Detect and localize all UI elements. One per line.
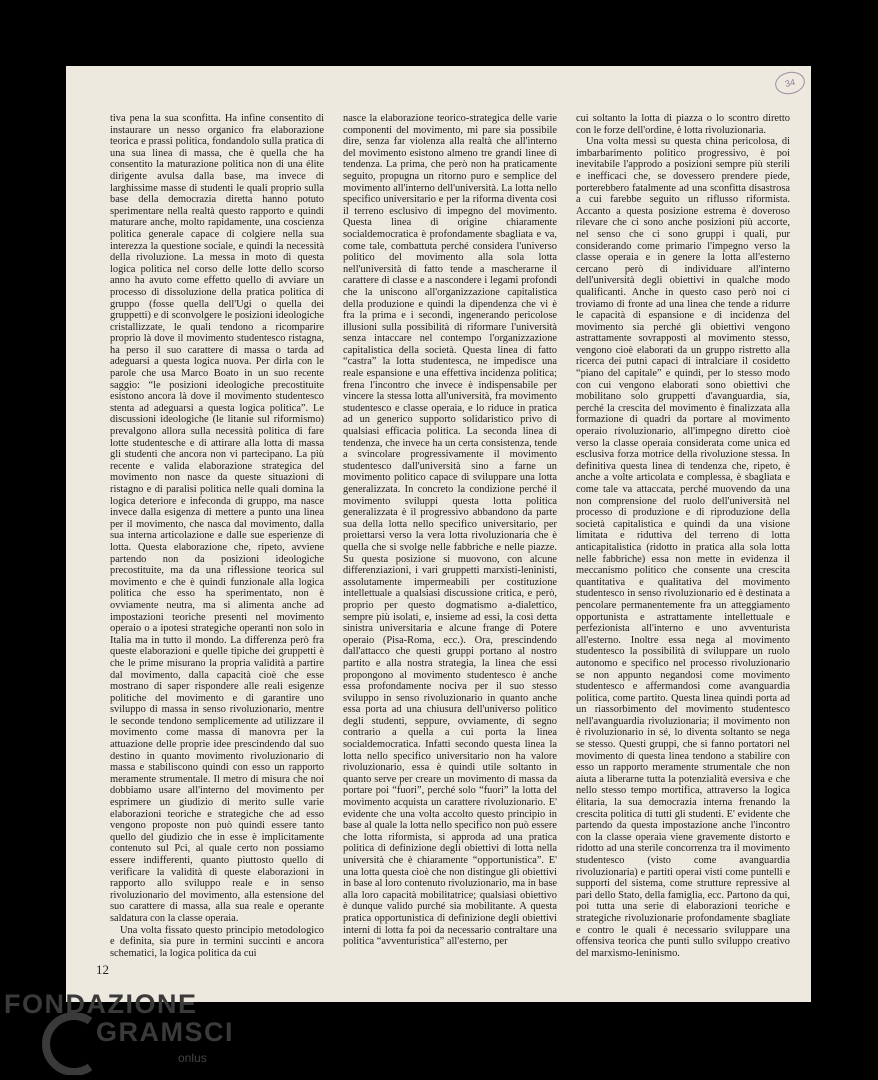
document-page <box>66 66 811 1002</box>
page-number: 12 <box>96 962 109 977</box>
logo-arc-icon <box>30 1013 100 1075</box>
watermark-line-1: FONDAZIONE <box>4 989 198 1019</box>
paragraph: Una volta fissato questo principio metodologico e definita, sia pure in termini succinti e ancora schematici, la logica politica da cui <box>110 924 324 959</box>
text-column-1 <box>110 113 324 963</box>
paragraph: cui soltanto la lotta di piazza o lo scontro diretto con le forze dell'ordine, è lotta rivoluzionaria. <box>576 113 790 136</box>
text-columns <box>110 113 790 963</box>
text-column-2 <box>343 113 557 963</box>
watermark-line-3: onlus <box>178 1051 207 1065</box>
watermark-logo <box>0 985 240 1080</box>
page-mark: 34 <box>773 69 807 97</box>
paragraph: tiva pena la sua sconfitta. Ha infine consentito di instaurare un nesso organico fra elaborazione teorica e prassi politica, fondandolo sulla pratica di una sua linea di massa, che è quella che ha consentito la maturazione politica non di una élite dirigente avulsa dalla base, ma invece di larghissime masse di studenti le quali proprio sulla base della democrazia diretta hanno potuto sperimentare nella realtà questo rapporto e quindi maturare anche, molto rapidamente, una coscienza politica generale capace di colgiere nella sua interezza la questione sociale, e quindi la necessità della rivoluzione. La messa in moto di questa logica politica nel corso delle lotte dello scorso anno ha avuto come effetto quello di avviare un processo di dissoluzione della pratica politica di gruppo (fosse quella dell'Ugi o quella dei gruppetti) e di sconvolgere le posizioni ideologiche cristallizzate, le quali tendono a ricomparire proprio là dove il movimento studentesco ristagna, ha perso il suo carattere di massa o tarda ad adeguarsi a questa logica nuova. Per dirla con le parole che usa Marco Boato in un suo recente saggio: “le posizioni ideologiche precostituite esistono ancora là dove il movimento studentesco stenta ad adeguarsi a questa logica politica”. Le discussioni ideologiche (le litanie sul riformismo) prevalgono allora sulla necessità politica di fare lotte studentesche e di attirare alla lotta di massa gli studenti che ancora non vi partecipano. La più recente e valida elaborazione strategica del movimento non nasce da queste situazioni di ristagno e di paralisi politica nelle quali domina la logica deteriore e infeconda di gruppo, ma nasce invece dalla esigenza di mettere a punto una linea per il movimento, che nasca dal movimento, dalla sua interna articolazione e dalle sue esperienze di lotta. Questa elaborazione che, ripeto, avviene partendo non da posizioni ideologiche precostituite, ma da una riflessione teorica sul movimento e che è quindi funzionale alla logica politica che esso ha sperimentato, non è ovviamente neutra, ma si alimenta anche ad impostazioni teoriche presenti nel movimento operaio o a ipotesi strategiche operanti non solo in Italia ma in tutto il mondo. La differenza però fra queste elaborazioni e quelle tipiche dei gruppetti è che le prime misurano la propria validità a partire dal movimento, dalla capacità cioè che esse mostrano di saper rispondere alle reali esigenze politiche del movimento e di garantire uno sviluppo di massa in senso rivoluzionario, mentre le seconde tendono semplicemente ad utilizzare il movimento come massa di manovra per la attuazione delle proprie idee prescindendo dal suo destino in quanto movimento rivoluzionario di massa e stabiliscono quindi con esso un rapporto meramente strumentale. Il metro di misura che noi dobbiamo usare all'interno del movimento per esprimere un giudizio di merito sulle varie elaborazioni teoriche e strategiche che ad esso vengono proposte non può quindi essere tanto quello del giudizio che in esse è implicitamente contenuto sul Pci, al quale certo non possiamo essere indifferenti, quanto piuttosto quello di verificare la validità di queste elaborazioni in rapporto allo sviluppo reale e in senso rivoluzionario del movimento, alla estensione del suo carattere di massa, alla sua reale e operante saldatura con la classe operaia. <box>110 113 324 924</box>
paragraph: Una volta messi su questa china pericolosa, di imbarbarimento politico progressivo, è poi inevitabile l'approdo a posizioni sempre più sterili e inefficaci che, se dovessero prendere piede, porterebbero fatalmente ad una sconfitta disastrosa a cui farebbe seguito un riflusso riformista. Accanto a questa posizione estrema è doveroso rilevare che ci sono anche posizioni più accorte, nel senso che ci sono gruppi i quali, pur considerando come primario l'impegno verso la classe operaia e in genere la lotta all'esterno cercano però di individuare all'interno dell'università degli obiettivi in qualche modo qualificanti. Anche in questo caso però noi ci troviamo di fronte ad una linea che tende a ridurre le capacità di espansione e di incidenza del movimento sia perché gli obiettivi vengono astrattamente sovrapposti al movimento stesso, vengono cioè elaborati da un gruppo ristretto alla ricerca dei putni capaci di intralciare il cosidetto “piano del capitale” e quindi, per lo stesso modo con cui vengono elaborati sono obiettivi che mobilitano solo gruppetti d'avanguardia, sia, perché la crescita del movimento è finalizzata alla formazione di quadri da portare al movimento operaio rivoluzionario, all'impegno diretto cioè verso la classe operaia considerata come unica ed esclusiva forza motrice della rivoluzione stessa. In definitiva questa linea di tendenza che, ripeto, è anche a volte articolata e complessa, è sbagliata e come tale va attaccata, perché muovendo da una non comprensione del ruolo dell'università nel processo di produzione e di riproduzione della società capitalistica e quindi da una visione limitata e riduttiva del terreno di lotta anticapitalistica (ridotto in pratica alla sola lotta nelle fabbriche) essa non mette in evidenza il meccanismo politico che consente una crescita quantitativa e qualitativa del movimento studentesco in senso rivoluzionario ed è destinata a pencolare permanentemente fra un atteggiamento opportunista e astrattamente intellettuale e perfezionista all'interno e uno avventurista all'esterno. Inoltre essa nega al movimento studentesco la possibilità di sviluppare un ruolo autonomo e specifico nel processo rivoluzionario se non appunto negandosi come movimento studentesco e affermandosi come avanguardia politica, come partito. Questa linea quindi porta ad un riassorbimento del movimento studentesco nell'avanguardia rivoluzionaria; il movimento non è rivoluzionario in sé, lo diventa soltanto se nega se stesso. Questi gruppi, che si fanno portatori nel movimento di questa linea tendono a stabilire con esso un rapporto meramente strumentale che non aiuta a liberarne tutta la potenzialità eversiva e che nello stesso tempo mortifica, attraverso la logica élitaria, la sua democrazia interna frenando la crescita politica di tutti gli studenti. E' evidente che partendo da questa impostazione anche l'incontro con la classe operaia viene gravemente distorto e ridotto ad una sterile concorrenza tra il movimento studentesco (visto come avanguardia rivoluzionaria) e partiti operai visti come puntelli e supporti del sistema, come strutture repressive al pari dello Stato, della famiglia, ecc. Partono da qui, poi tutta una serie di elaborazioni teoriche e strategiche rivoluzionarie profondamente sbagliate e contro le quali è necessario sviluppare una offensiva teorica che punti sullo sviluppo creativo del marxismo-leninismo. <box>576 136 790 959</box>
paragraph: nasce la elaborazione teorico-strategica delle varie componenti del movimento, mi pare sia possibile dire, senza far violenza alla realtà che all'interno del movimento esistono almeno tre grandi linee di tendenza. La prima, che però non ha praticamente seguito, propugna un ritorno puro e semplice del movimento all'interno dell'università. La lotta nello specifico universitario e per la riforma diventa così il terreno esclusivo di impegno del movimento. Questa linea di origine chiaramente socialdemocratica è profondamente sbagliata e va, come tale, combattuta perché considera l'universo politico del movimento alla sola lotta nell'università di fatto tende a mascherarne il carattere di classe e a nascondere i legami profondi che la uniscono all'organizzazione capitalistica della produzione e quindi la dipendenza che vi è fra la prima e i secondi, ingenerando pericolose illusioni sulla possibilità di riformare l'università senza intaccare nel contempo l'organizzazione capitalistica della società. Questa linea di fatto “castra” la lotta studentesca, ne impedisce una reale espansione e una effettiva incidenza politica; frena l'incontro che invece è indispensabile per vincere la stessa lotta all'università, fra movimento studentesco e classe operaia, e lo riduce in pratica ad un generico supporto solidaristico privo di qualsiasi efficacia politica. La seconda linea di tendenza, che invece ha un certa consistenza, tende a svincolare progressivamente il movimento studentesco dall'università sino a farne un movimento politico capace di sviluppare una lotta generalizzata. In concreto la condizione perché il movimento sviluppi questa lotta politica generalizzata è il progressivo abbandono da parte sua della lotta nello specifico universitario, per proiettarsi verso la vera lotta rivoluzionaria che è quella che si svolge nelle fabbriche e nelle piazze. Su questa posizione si muovono, con alcune differenziazioni, i vari gruppetti marxisti-leninisti, assolutamente impermeabili per costituzione intellettuale a qualsiasi discussione critica, e però, proprio per questo dogmatismo a-dialettico, sempre più isolati, e, insieme ad essi, la così detta sinistra universitaria e alcune frange di Potere operaio (Pisa-Roma, ecc.). Ora, prescindendo dall'attacco che questi gruppi portano al nostro partito e alla nostra strategia, la linea che essi propongono al movimento studentesco è anche essa profondamente nociva per il suo stesso sviluppo in senso rivoluzionario in quanto anche essa porta ad una chiusura dell'universo politico degli studenti, seppure, ovviamente, di segno contrario a quella a cui porta la linea socialdemocratica. Infatti secondo questa linea la lotta nello specifico universitario non ha valore rivoluzionario, essa è quindi utile soltanto in quanto serve per creare un movimento di massa da portare poi “fuori”, perché solo “fuori” la lotta del movimento acquista un carattere rivoluzionario. E' evidente che una volta accolto questo principio in base al quale la lotta nello specifico non può essere che lotta riformista, si approda ad una pratica politica di definizione degli obiettivi di lotta nella università che è chiaramente “opportunistica”. E' una lotta questa cioè che non distingue gli obiettivi in base al loro contenuto rivoluzionario, ma in base alla loro capacità mobilitatrice; qualsiasi obiettivo è dunque valido purché sia mobilitante. A questa pratica opportunistica di definizione degli obiettivi interni di lotta fa poi da necessario contraltare una politica “avventuristica” all'esterno, per <box>343 113 557 948</box>
watermark-line-2: GRAMSCI <box>96 1017 234 1047</box>
text-column-3 <box>576 113 790 963</box>
